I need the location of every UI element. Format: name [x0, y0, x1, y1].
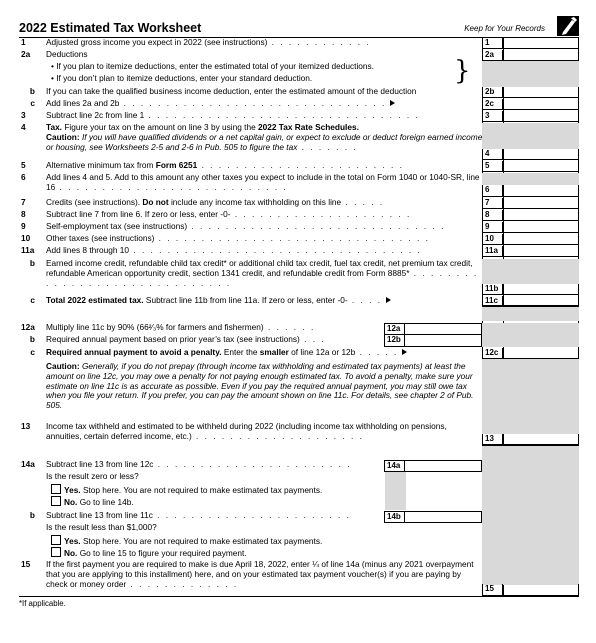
line-1-amount[interactable] — [503, 38, 579, 49]
no-option — [51, 496, 489, 508]
yes-label: Yes. — [64, 536, 81, 546]
total-estimated-tax-label: Total 2022 estimated tax. — [46, 295, 144, 305]
yes-checkbox[interactable] — [51, 535, 61, 545]
question-text: Is the result zero or less? — [46, 471, 139, 481]
line-number: b — [29, 334, 35, 344]
footnote: *If applicable. — [19, 596, 579, 608]
pen-icon — [557, 16, 579, 36]
caution-label: Caution: — [46, 361, 80, 371]
line-number: 2a — [21, 49, 31, 59]
line-number: c — [30, 98, 35, 108]
line-number: b — [29, 510, 35, 520]
line-text: Subtract line 7 from line 6. If zero or less, enter -0- — [46, 209, 231, 219]
caution-text: If you will have qualified dividends or a net capital gain, or expect to exclude or deduct foreign earned income or housing, see Worksheets 2-5 and 2-6 in Pub. 505 to figure the tax — [46, 131, 483, 152]
line-box-label: 13 — [482, 434, 503, 446]
inner-box-label: 14a — [384, 460, 405, 472]
caution-label: Caution: — [46, 131, 80, 142]
line-8-amount[interactable] — [503, 210, 579, 221]
line-5-amount[interactable] — [503, 161, 579, 172]
arrow-icon — [402, 349, 407, 355]
line-13-amount[interactable] — [503, 434, 579, 446]
brace-icon: } — [454, 56, 471, 86]
line-number: 12a — [21, 322, 35, 332]
yes-checkbox[interactable] — [51, 484, 61, 494]
line-12c-amount[interactable] — [503, 348, 579, 359]
line-number: 3 — [21, 110, 26, 120]
line-text: Figure your tax on the amount on line 3 by using the — [64, 122, 256, 132]
line-box-label: 5 — [482, 161, 503, 172]
line-number: 8 — [21, 209, 26, 219]
line-number: c — [30, 347, 35, 357]
line-7-amount[interactable] — [503, 198, 579, 209]
yes-label: Yes. — [64, 485, 81, 495]
line-number: 5 — [21, 160, 26, 170]
line-box-label: 10 — [482, 234, 503, 245]
deduction-bullet-1: • If you plan to itemize deductions, enter the estimated total of your itemized deductions. — [51, 61, 374, 71]
line-text-2: of line 12a or 12b — [291, 347, 356, 357]
line-14a-amount[interactable] — [405, 460, 482, 472]
line-text: Add lines 2a and 2b — [46, 98, 120, 108]
line-6-amount[interactable] — [503, 185, 579, 197]
line-box-label: 9 — [482, 222, 503, 233]
inner-box-label: 12b — [384, 335, 405, 347]
line-12b-amount[interactable] — [405, 335, 482, 347]
line-4-amount[interactable] — [503, 149, 579, 160]
yes-text: Stop here. You are not required to make estimated tax payments. — [82, 536, 323, 546]
line-box-label: 15 — [482, 584, 503, 596]
line-text: Subtract line 11b from line 11a. If zero or less, enter -0- — [145, 295, 348, 305]
line-box-label: 11a — [482, 246, 503, 257]
no-text: Go to line 15 to figure your required payment. — [79, 548, 247, 558]
question-text: Is the result less than $1,000? — [46, 522, 157, 532]
line-text: Deductions — [46, 49, 88, 59]
inner-box-label: 14b — [384, 511, 405, 523]
required-payment-label: Required annual payment to avoid a penalty. — [46, 347, 222, 357]
caution-text: Generally, if you do not prepay (through income tax withholding and estimated tax payments) at least the amount on line 12c, you may owe a penalty for not paying enough estimated tax. To avoid a penalty, make sure your estimate on line 11c is as accurate as possible. Even if you pay the required annual payment, you may still owe tax when you file your return. If you prefer, you can pay the amount shown on line 11c. For details, see chapter 2 of Pub. 505. — [46, 361, 474, 411]
line-box-label: 7 — [482, 198, 503, 209]
worksheet-header — [19, 19, 579, 38]
yes-option — [51, 484, 489, 496]
line-text: Add lines 8 through 10 — [46, 245, 130, 255]
line-11b-amount[interactable] — [503, 284, 579, 295]
arrow-icon — [390, 100, 395, 106]
line-text: Subtract line 13 from line 12c — [46, 459, 154, 469]
line-number: 15 — [21, 559, 31, 569]
yes-text: Stop here. You are not required to make estimated tax payments. — [82, 485, 323, 495]
line-text: Adjusted gross income you expect in 2022 (see instructions) — [46, 37, 268, 47]
line-text: Add lines 4 and 5. Add to this amount any other taxes you expect to include in the total on Form 1040 or 1040-SR, line 16 — [46, 172, 480, 192]
tax-rate-schedules-ref: 2022 Tax Rate Schedules. — [258, 122, 359, 132]
inner-box-label: 12a — [384, 323, 405, 335]
line-text: Earned income credit, refundable child tax credit* or additional child tax credit, fuel tax credit, net premium tax credit, refundable American opportunity credit, section 1341 credit, and refundable credit from Form 8885* — [46, 258, 473, 278]
line-text: Self-employment tax (see instructions) — [46, 221, 188, 231]
line-box-label: 2c — [482, 99, 503, 110]
line-box-label: 2a — [482, 50, 503, 61]
line-10-amount[interactable] — [503, 234, 579, 245]
line-box-label: 1 — [482, 38, 503, 49]
line-2a-amount[interactable] — [503, 50, 579, 61]
line-number: 14a — [21, 459, 35, 469]
no-text: Go to line 14b. — [79, 497, 134, 507]
line-number: 11a — [21, 245, 35, 255]
form-6251-ref: Form 6251 — [155, 160, 198, 170]
caution-block — [46, 362, 484, 411]
line-number: c — [30, 295, 35, 305]
line-text: Other taxes (see instructions) — [46, 233, 155, 243]
worksheet-page: 2022 Estimated Tax Worksheet Keep for Your Records 1 Adjusted gross income you expect in 2022 (see instructions) . . . . . . . . . . . . 1 2a Deductions • If you plan to itemize deductions, enter the estimated total of your itemized deductions. • If you don’t plan to itemize deductions, enter your standard deduction. 2a } b If you can take the qualified business income deduction, enter the estimated amount of the deduction 2b c Add lines 2a and 2b . . . . . . . . . . . . . . . . . . . . . . . . . . . . . . . 2c 3 Subtract line 2c from line 1 . . . . . . . . . . . . . . . . . . . . . . . . . . . . . . . . 3 4 Tax. Figure your tax on the amount on line 3 by using the 2022 Tax Rate Schedules. Caution: If you will have qualified dividends or a net capital gain, or expect to exclude or deduct foreign earned income or housing, see Worksheets 2-5 and 2-6 in Pub. 505 to figure the tax . . . . . . . 4 5 Alternative minimum tax from Form 6251 . . . . . . . . . . . . . . . . . . . . . . . . 5 6 Add lines 4 and 5. Add to this amount any other taxes you expect to include in the total on Form 1040 or 1040-SR, line 16 . . . . . . . . . . . . . . . . . . . . . . . . . . . 6 7 Credits (see instructions). Do not include any income tax withholding on this line . . . . . 7 8 Subtract line 7 from line 6. If zero or less, enter -0- . . . . . . . . . . . . . . . . . . . . . 8 9 Self-employment tax (see instructions) . . . . . . . . . . . . . . . . . . . . . . . . . . . . . . 9 10 Other taxes (see instructions) . . . . . . . . . . . . . . . . . . . . . . . . . . . . . . . . 10 11a Add lines 8 through 10 . . . . . . . . . . . . . . . . . . . . . . . . . . . . . . . . . . 11a b Earned income credit, refundable child tax credit* or additional child tax credit, fuel tax credit, net premium tax credit, refundable American opportunity credit, section 1341 credit, and refundable credit from Form 8885* . . . . . . . . . . . . . . . . . . . . . . . . . . . . . . 11b c Total 2022 estimated tax. Subtract line 11b from line 11a. If zero or less, enter -0- . . . . 11c 12a Multiply line 11c by 90% (66²⁄₃% for farmers and fishermen) . . . . . . 12a b Required annual payment based on prior year’s tax (see instructions) . . . 12b c Required annual payment to avoid a penalty. Enter the smaller of line 12a or 12b . . . . . 12c Caution: Generally, if you do not prepay (through income tax withholding and estimated tax payments) at least the amount on line 12c, you may owe a penalty for not paying enough estimated tax. To avoid a penalty, make sure your estimate on line 11c is as accurate as possible. Even if you pay the required annual payment, you may still owe tax when you file your return. If you prefer, you can pay the amount shown on line 11c. For details, see chapter 2 of Pub. 505. 13 Income tax withheld and estimated to be withheld during 2022 (including income tax withholding on pensions, annuities, certain deferred income, etc.) . . . . . . . . . . . . . . . . . . . . 13 14a Subtract line 13 from line 12c . . . . . . . . . . . . . . . . . . . . . . . 14a Is the result zero or less? Yes. Stop here. You are not required to make estimated tax payments. No. Go to line 14b. b Subtract line 13 from line 11c . . . . . . . . . . . . . . . . . . . . . . . 14b Is the result less than $1,000? Yes. Stop here. You are not required to make estimated tax payments. No. Go to line 15 to figure your required payment. 15 If the first payment you are required to make is due April 18, 2022, enter ¼ of line 14a (minus any 2021 overpayment that you are applying to this installment) here, and on your estimated tax payment voucher(s) if you are paying by check or money order . . . . . . . . . . . . . 15 *If applicable. — [0, 0, 596, 643]
line-box-label: 12c — [482, 348, 503, 359]
line-2c-amount[interactable] — [503, 99, 579, 110]
line-text: Subtract line 2c from line 1 — [46, 110, 145, 120]
deduction-bullet-2: • If you don’t plan to itemize deductions, enter your standard deduction. — [51, 73, 313, 83]
line-11a-amount[interactable] — [503, 246, 579, 257]
line-box-label: 4 — [482, 149, 503, 160]
no-checkbox[interactable] — [51, 547, 61, 557]
tax-label: Tax. — [46, 122, 62, 132]
line-text: Income tax withheld and estimated to be withheld during 2022 (including income tax withholding on pensions, annuities, certain deferred income, etc.) — [46, 421, 447, 441]
line-2b-amount[interactable] — [503, 87, 579, 98]
worksheet-title: 2022 Estimated Tax Worksheet — [19, 21, 202, 35]
do-not-emphasis: Do not — [142, 197, 169, 207]
line-number: 1 — [21, 37, 26, 47]
line-box-label: 11b — [482, 284, 503, 295]
line-number: 7 — [21, 197, 26, 207]
line-text-2: include any income tax withholding on this line — [170, 197, 342, 207]
line-text: If you can take the qualified business income deduction, enter the estimated amount of the deduction — [46, 86, 417, 96]
line-9-amount[interactable] — [503, 222, 579, 233]
no-checkbox[interactable] — [51, 496, 61, 506]
line-box-label: 3 — [482, 111, 503, 122]
line-11c-amount[interactable] — [503, 296, 579, 307]
line-text: Alternative minimum tax from — [46, 160, 154, 170]
line-number: 9 — [21, 221, 26, 231]
line-14b-amount[interactable] — [405, 511, 482, 523]
line-box-label: 8 — [482, 210, 503, 221]
line-15-amount[interactable] — [503, 584, 579, 596]
smaller-emphasis: smaller — [259, 347, 289, 357]
yes-option — [51, 535, 489, 547]
line-number: b — [29, 86, 35, 96]
line-text: If the first payment you are required to make is due April 18, 2022, enter ¼ of line 14a (minus any 2021 overpayment that you are applying to this installment) here, and on your estimated tax payment voucher(s) if you are paying by check or money order — [46, 559, 474, 589]
line-text: Credits (see instructions). — [46, 197, 141, 207]
line-box-label: 6 — [482, 185, 503, 197]
line-12a-amount[interactable] — [405, 323, 482, 335]
line-text: Multiply line 11c by 90% (66²⁄₃% for farmers and fishermen) — [46, 322, 264, 332]
arrow-icon — [386, 297, 391, 303]
line-box-label: 2b — [482, 87, 503, 98]
line-number: 13 — [21, 421, 31, 431]
line-number: b — [29, 258, 35, 268]
line-number: 4 — [21, 122, 26, 132]
no-label: No. — [64, 497, 78, 507]
line-box-label: 11c — [482, 296, 503, 307]
line-text: Subtract line 13 from line 11c — [46, 510, 153, 520]
line-number: 6 — [21, 172, 26, 182]
line-3-amount[interactable] — [503, 111, 579, 122]
keep-for-records-note: Keep for Your Records — [464, 24, 545, 33]
no-option — [51, 547, 489, 559]
line-number: 10 — [21, 233, 31, 243]
line-text: Required annual payment based on prior year’s tax (see instructions) — [46, 334, 300, 344]
no-label: No. — [64, 548, 78, 558]
line-text: Enter the — [223, 347, 258, 357]
